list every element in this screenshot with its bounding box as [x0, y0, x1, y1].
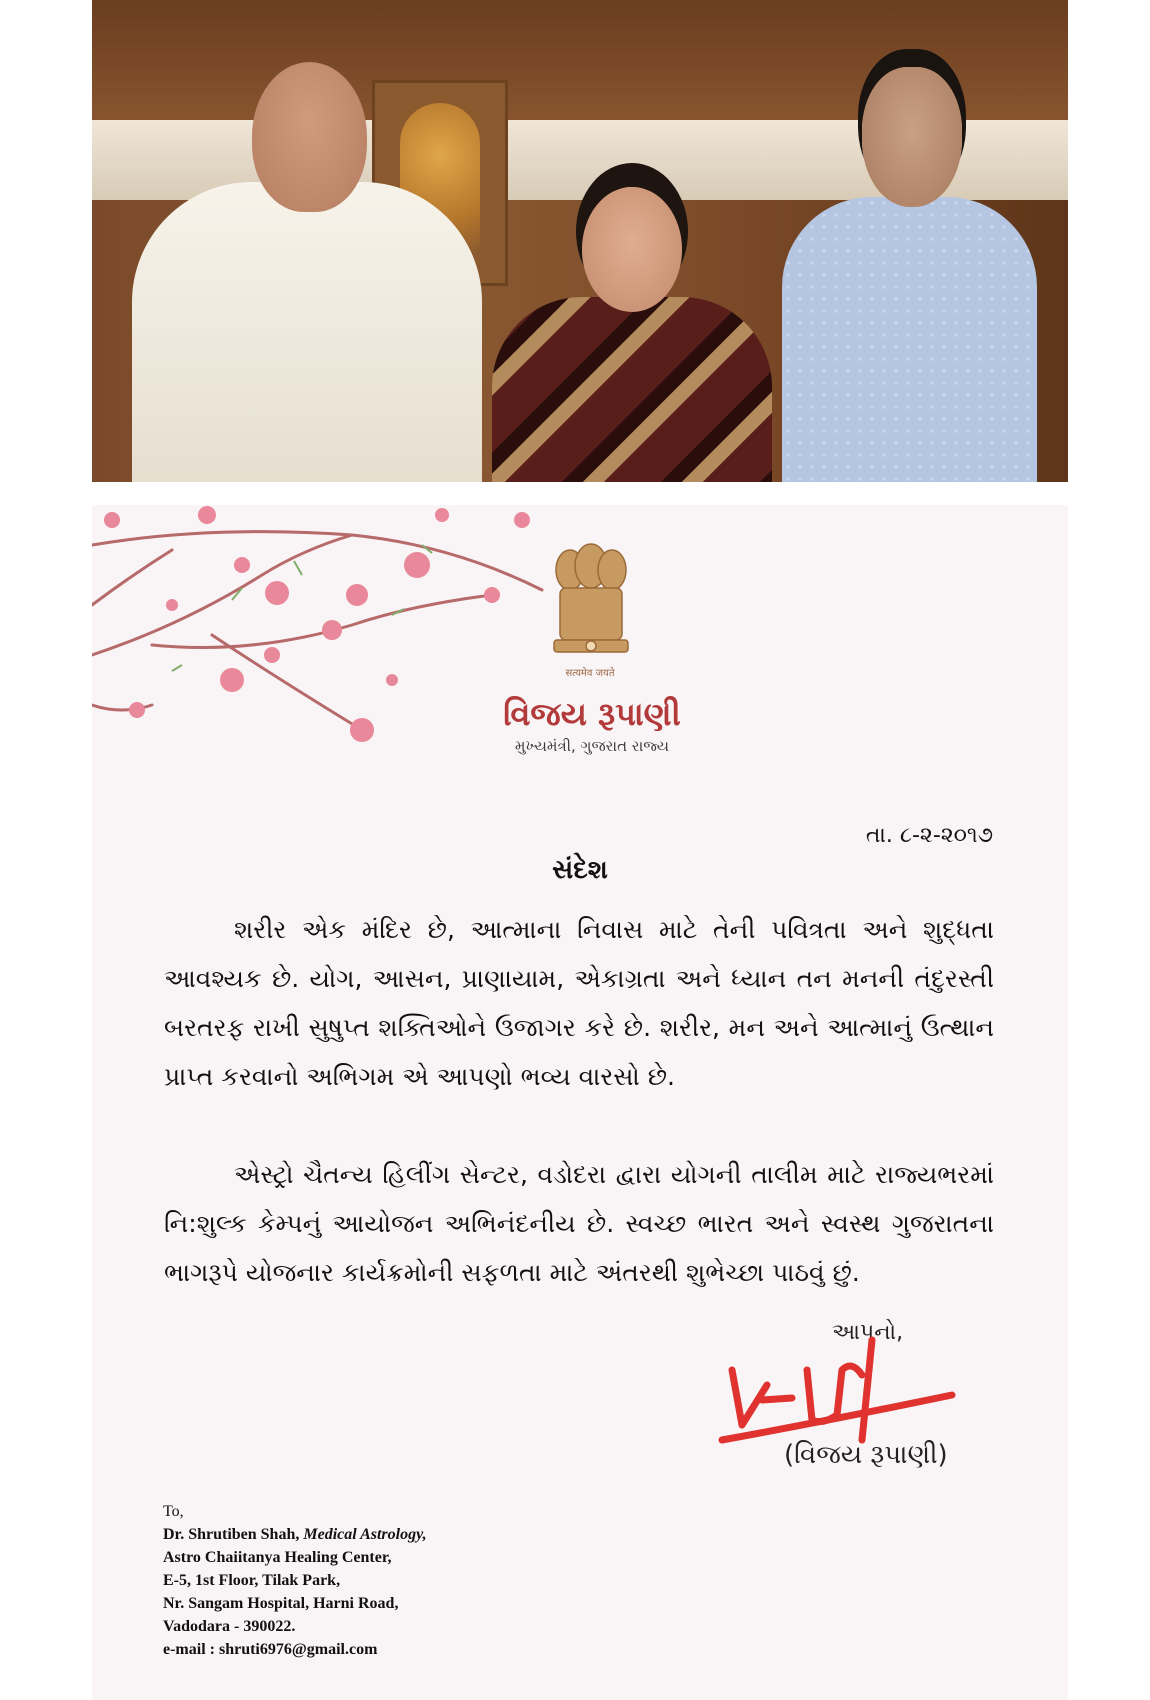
address-line-2: E-5, 1st Floor, Tilak Park, [163, 1572, 341, 1589]
person-center-head [582, 187, 682, 312]
address-to: To, [163, 1503, 184, 1520]
letter-paragraph-2: એસ્ટ્રો ચૈતન્ય હિલીંગ સેન્ટર, વડોદરા દ્વારા યોગની તાલીમ માટે રાજ્યભરમાં નિ:શુલ્ક કેમ્પનું આયોજન અભિનંદનીય છે. સ્વચ્છ ભારત અને સ્વસ્થ ગુજરાતના ભાગરૂપે યોજનાર કાર્યક્રમોની સફળતા માટે અંતરથી શુભેચ્છા પાઠવું છું. [164, 1160, 994, 1287]
letter-heading: સંદેશ [552, 855, 608, 885]
recipient-email: e-mail : shruti6976@gmail.com [163, 1641, 378, 1658]
signature-block [712, 1320, 1042, 1510]
letter-date: તા. ૮-૨-૨૦૧૭ [865, 823, 993, 848]
person-left-head [252, 62, 367, 212]
recipient-name: Dr. Shrutiben Shah, [163, 1526, 300, 1543]
letter-paragraph-1: શરીર એક મંદિર છે, આત્માના નિવાસ માટે તેની પવિત્રતા અને શુદ્ધતા આવશ્યક છે. યોગ, આસન, પ્રાણાયામ, એકાગ્રતા અને ધ્યાન તન મનની તંદુરસ્તી બરતરફ રાખી સુષુપ્ત શક્તિઓને ઉજાગર કરે છે. શરીર, મન અને આત્માનું ઉત્થાન પ્રાપ્ત કરવાનો અભિગમ એ આપણો ભવ્ય વારસો છે. [164, 915, 994, 1091]
person-right-body [782, 197, 1037, 482]
person-left-body [132, 182, 482, 482]
national-emblem-icon [548, 540, 634, 670]
person-right-head [862, 67, 962, 207]
signatory-name: (વિજય રૂપાણી) [784, 1440, 948, 1470]
closing-greeting: આપનો, [832, 1320, 904, 1345]
recipient-designation: Medical Astrology, [303, 1526, 427, 1543]
letter-page [92, 505, 1068, 1700]
address-line-4: Vadodara - 390022. [163, 1618, 296, 1635]
emblem-motto: सत्यमेव जयते [565, 668, 615, 679]
person-center-body [492, 297, 772, 482]
handwritten-signature [712, 1330, 962, 1450]
letterhead-name: વિજય રૂપાણી [503, 695, 681, 733]
address-line-1: Astro Chaiitanya Healing Center, [163, 1549, 392, 1566]
group-photo [92, 0, 1068, 482]
address-line-3: Nr. Sangam Hospital, Harni Road, [163, 1595, 399, 1612]
letterhead-title: મુખ્યમંત્રી, ગુજરાત રાજ્ય [514, 737, 670, 755]
recipient-address [163, 1500, 663, 1661]
